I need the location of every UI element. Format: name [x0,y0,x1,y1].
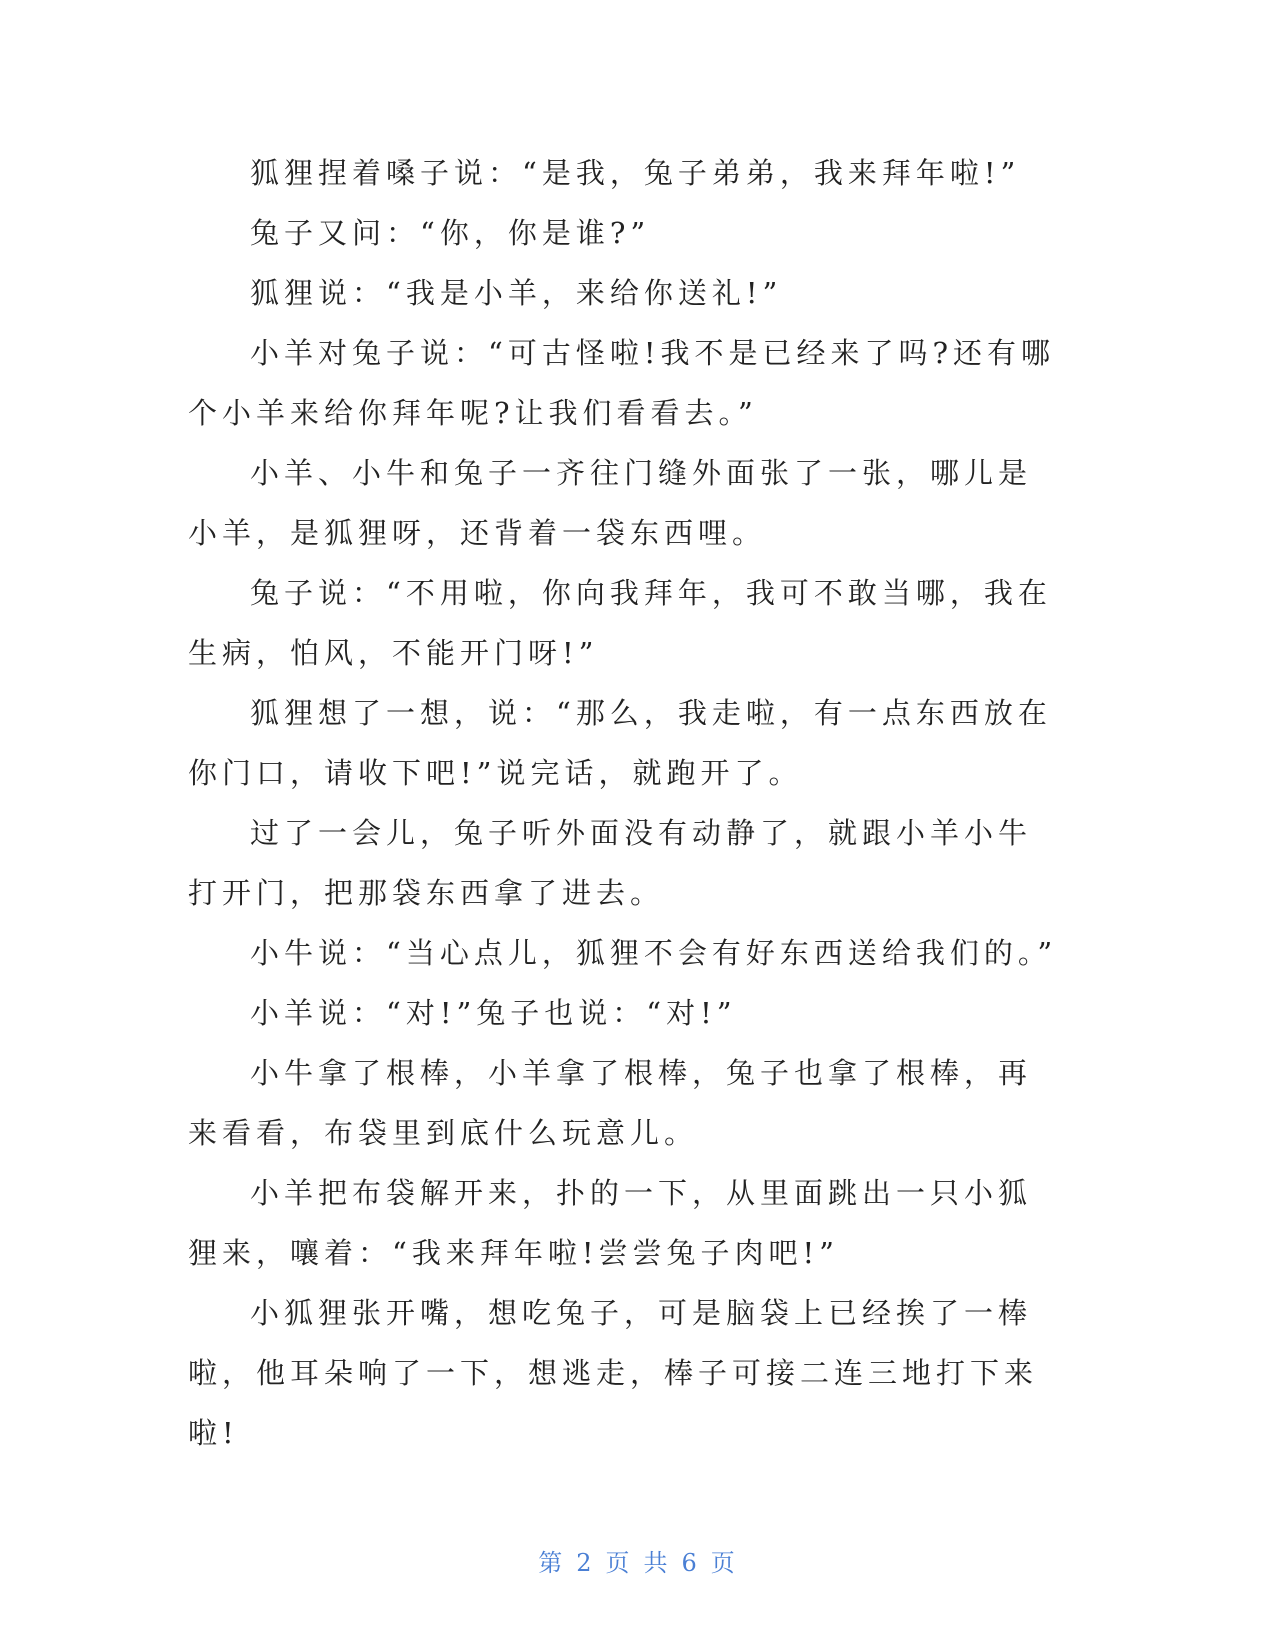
paragraph: 过了一会儿，兔子听外面没有动静了，就跟小羊小牛打开门，把那袋东西拿了进去。 [188,816,1033,910]
footer-page-unit: 页 [605,1549,632,1577]
footer-prefix: 第 [538,1549,565,1577]
paragraph: 狐狸想了一想，说：“那么，我走啦，有一点东西放在你门口，请收下吧!”说完话，就跑开了。 [188,696,1052,790]
paragraph: 狐狸捏着嗓子说：“是我，兔子弟弟，我来拜年啦!” [250,156,1021,190]
paragraph: 兔子又问：“你，你是谁?” [250,216,651,250]
footer-total-prefix: 共 [643,1549,670,1577]
paragraph: 小牛说：“当心点儿，狐狸不会有好东西送给我们的。” [250,936,1058,970]
current-page-number: 2 [576,1549,594,1577]
paragraph: 小羊、小牛和兔子一齐往门缝外面张了一张，哪儿是小羊，是狐狸呀，还背着一袋东西哩。 [188,456,1033,550]
paragraph: 小羊说：“对!”兔子也说：“对!” [250,996,737,1030]
footer-total-unit: 页 [710,1549,737,1577]
paragraph: 小羊对兔子说：“可古怪啦!我不是已经来了吗?还有哪个小羊来给你拜年呢?让我们看看去。” [188,336,1056,430]
total-page-number: 6 [681,1549,699,1577]
paragraph: 小羊把布袋解开来，扑的一下，从里面跳出一只小狐狸来，嚷着：“我来拜年啦!尝尝兔子肉吧!” [188,1176,1033,1270]
page-footer [0,1543,1275,1578]
document-body [188,143,1058,1463]
paragraph: 小狐狸张开嘴，想吃兔子，可是脑袋上已经挨了一棒啦，他耳朵响了一下，想逃走，棒子可接二连三地打下来啦! [188,1296,1039,1450]
paragraph: 狐狸说：“我是小羊，来给你送礼!” [250,276,783,310]
paragraph: 小牛拿了根棒，小羊拿了根棒，兔子也拿了根棒，再来看看，布袋里到底什么玩意儿。 [188,1056,1033,1150]
paragraph: 兔子说：“不用啦，你向我拜年，我可不敢当哪，我在生病，怕风，不能开门呀!” [188,576,1052,670]
